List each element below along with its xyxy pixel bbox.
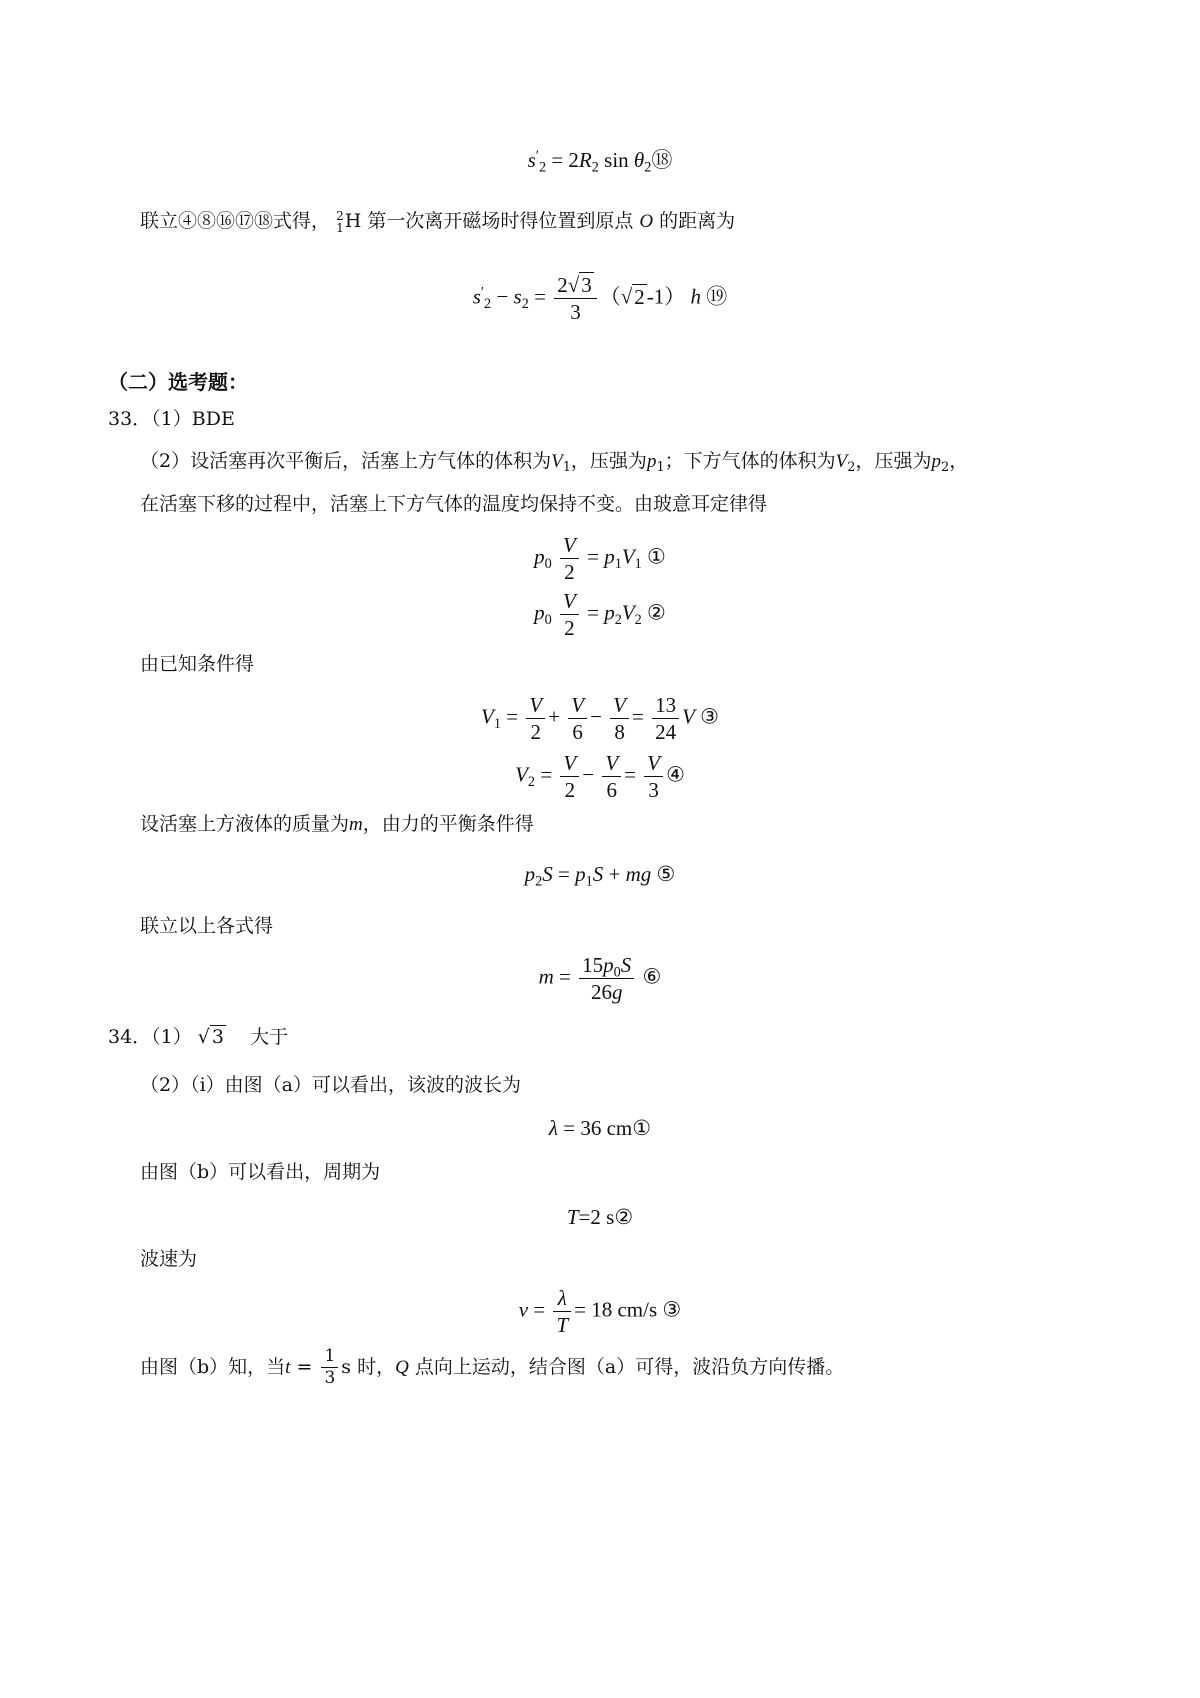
fraction: $\frac{2√3}{3}$ [554, 272, 597, 326]
q34-speed-line: 波速为 [140, 1248, 198, 1270]
q33-equation-2: $p_0$ $\frac{V}{2}$ = $p_2V_2$ ② [534, 589, 666, 641]
q34-part2-line1: （2）（i）由图（a）可以看出，该波的波长为 [140, 1074, 521, 1096]
q33-mass-line: 设活塞上方液体的质量为m，由力的平衡条件得 [140, 813, 534, 835]
q33-part2-line2: 在活塞下移的过程中，活塞上下方气体的温度均保持不变。由玻意耳定律得 [140, 493, 768, 515]
section-heading: （二）选考题： [108, 370, 248, 394]
nuclide-notation: 2 1 [336, 209, 344, 235]
q34-equation-3: v = $\frac{\lambda}{T}$ = 18 cm/s ③ [518, 1286, 682, 1338]
q33-part2-line1: （2）设活塞再次平衡后，活塞上方气体的体积为$V_1$，压强为$p_1$；下方气体的体积为$V_2$，压强为$p_2$， [140, 450, 969, 475]
q34-last-line: 由图（b）知，当t = $\frac{1}{3}$ s 时，Q 点向上运动，结合图（a）可得，波沿负方向传播。 [140, 1346, 845, 1389]
equation-19: $s'_2 - s_2$ = $\frac{2√3}{3}$ （√2-1） h ⑲ [472, 273, 728, 325]
q34-equation-2: T=2 s② [566, 1205, 634, 1229]
q33-equation-1: $p_0$ $\frac{V}{2}$ = $p_1V_1$ ① [534, 533, 666, 585]
q33-equation-6: m = $\frac{15p_0S}{26g}$ ⑥ [538, 953, 662, 1005]
equation-18: $s'_2 = 2R_2$ $\sin \theta_2⑱$ [527, 147, 673, 176]
q33-equation-4: $V_2$ = $\frac{V}{2}$ − $\frac{V}{6}$ = $\frac{V}{3}$ ④ [515, 751, 685, 803]
q33-given: 由已知条件得 [140, 653, 255, 675]
q33-part1: 33．（1）BDE [108, 408, 235, 430]
q34-equation-1: λ = 36 cm① [548, 1116, 652, 1140]
q33-combine: 联立以上各式得 [140, 915, 274, 937]
combine-line-18: 联立④⑧⑯⑰⑱式得， 2 1 H 第一次离开磁场时得位置到原点 O 的距离为 [140, 209, 736, 235]
q34-period-line: 由图（b）可以看出，周期为 [140, 1161, 381, 1183]
q33-equation-3: $V_1$ = $\frac{V}{2}$ + $\frac{V}{6}$ − $\frac{V}{8}$ = $\frac{13}{24}$ V ③ [481, 693, 719, 745]
q33-equation-5: $p_2S = p_1S$ + mg ⑤ [524, 862, 676, 890]
q34-part1: 34．（1） √ 3 大于 [108, 1026, 289, 1048]
